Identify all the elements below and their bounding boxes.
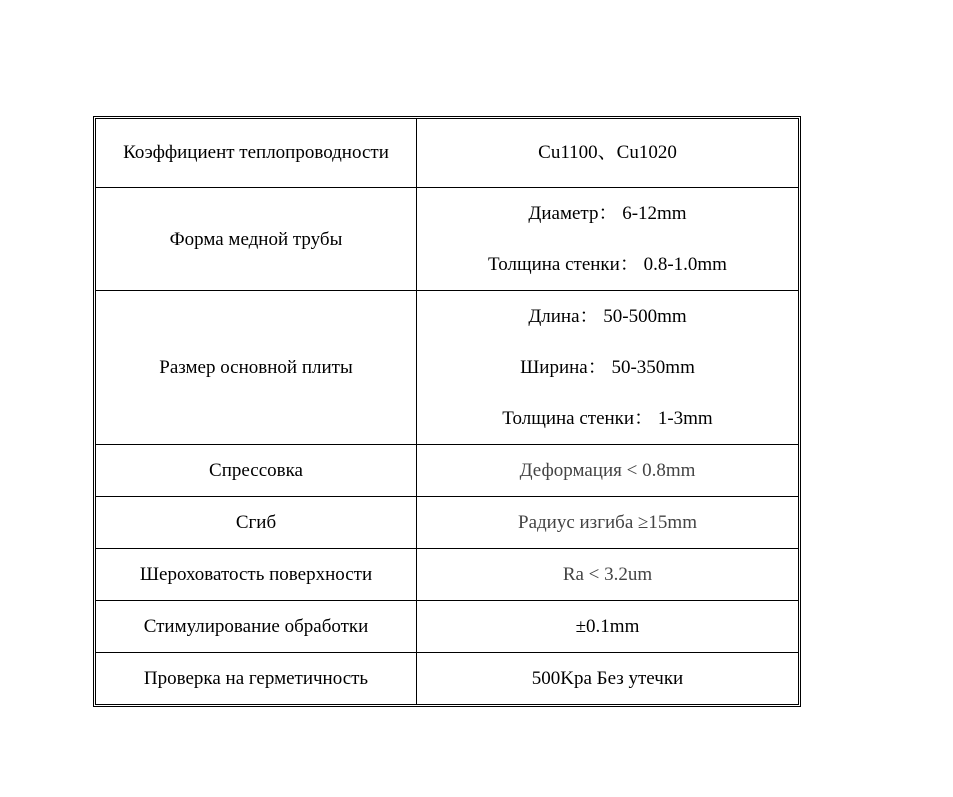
row-label: Форма медной трубы — [169, 228, 343, 250]
label-cell — [96, 445, 417, 497]
value-cell — [417, 445, 799, 497]
table-row — [96, 601, 799, 653]
row-value: Деформация < 0.8mm — [519, 460, 696, 481]
row-value: Радиус изгиба ≥15mm — [518, 512, 697, 533]
value-cell — [417, 497, 799, 549]
value-cell — [417, 653, 799, 705]
row-value: Ra < 3.2um — [562, 564, 653, 585]
row-value: Диаметр： 6-12mm — [528, 203, 687, 224]
spec-table — [95, 118, 799, 705]
row-value: ±0.1mm — [575, 616, 640, 637]
row-label: Проверка на герметичность — [143, 668, 369, 689]
row-value: Толщина стенки： 1-3mm — [502, 408, 713, 429]
value-cell — [417, 549, 799, 601]
label-cell — [96, 291, 417, 445]
label-cell — [96, 497, 417, 549]
table-row — [96, 653, 799, 705]
table-row — [96, 188, 799, 291]
table-row — [96, 291, 799, 445]
label-cell — [96, 188, 417, 291]
label-cell — [96, 653, 417, 705]
label-cell — [96, 601, 417, 653]
row-label: Коэффициент теплопроводности — [123, 142, 389, 163]
table-row — [96, 445, 799, 497]
row-label: Сгиб — [235, 512, 277, 533]
row-label: Стимулирование обработки — [143, 616, 369, 637]
value-cell — [417, 601, 799, 653]
row-label: Спрессовка — [209, 460, 303, 481]
value-cell — [417, 119, 799, 188]
spec-table-frame — [93, 116, 801, 707]
row-value: 500Kpa Без утечки — [531, 668, 684, 689]
row-label: Шероховатость поверхности — [139, 564, 373, 585]
value-cell — [417, 188, 799, 291]
row-value: Cu1100、Cu1020 — [538, 142, 677, 163]
row-value: Длина： 50-500mm — [528, 306, 687, 327]
label-cell — [96, 119, 417, 188]
label-cell — [96, 549, 417, 601]
table-row — [96, 119, 799, 188]
table-row — [96, 549, 799, 601]
row-label: Размер основной плиты — [159, 357, 353, 378]
row-value: Толщина стенки： 0.8-1.0mm — [488, 254, 727, 275]
table-row — [96, 497, 799, 549]
row-value: Ширина： 50-350mm — [520, 357, 695, 378]
value-cell — [417, 291, 799, 445]
